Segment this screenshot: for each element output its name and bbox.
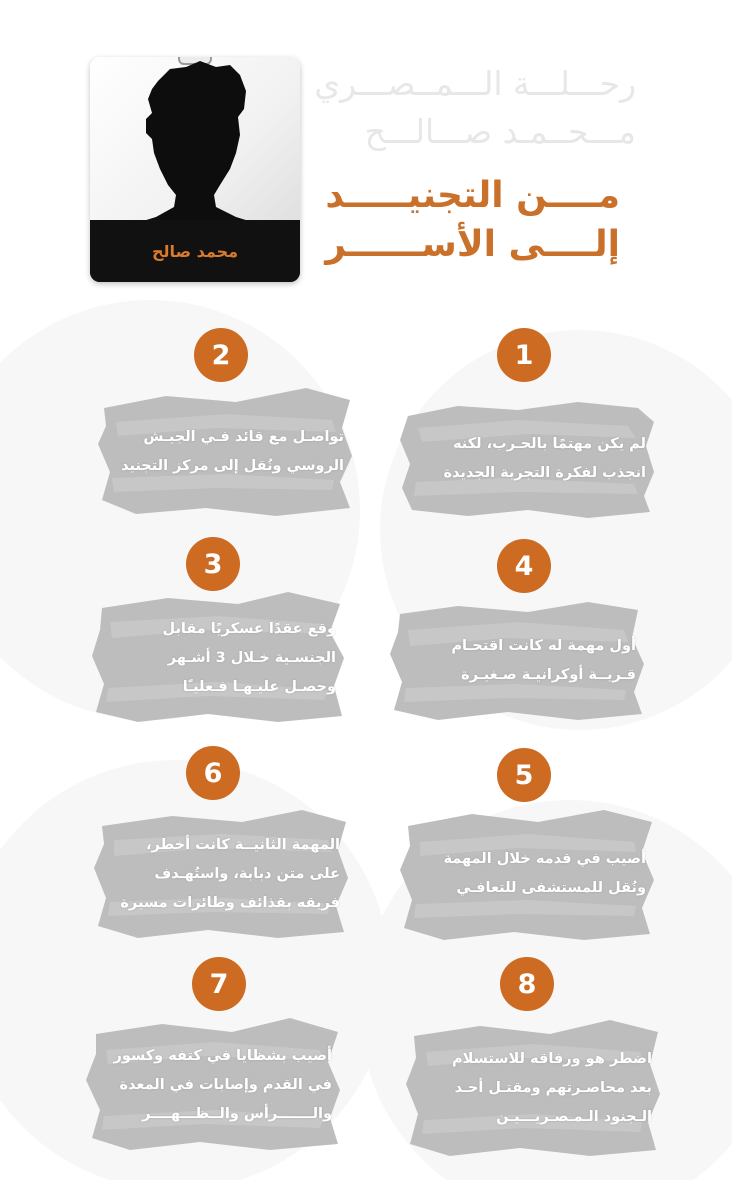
title-line-1: رحـــلـــة الـــمــصـــري	[314, 64, 636, 103]
step-line: تواصـل مع قائد فـي الجيـش	[143, 429, 344, 445]
step-number-1: 1	[497, 328, 551, 382]
step-number-4: 4	[497, 539, 551, 593]
portrait-card	[90, 57, 300, 282]
step-line: في القدم وإصابات في المعدة	[119, 1076, 332, 1093]
step-line: وحصـل عليـهـا فـعليـًا	[182, 678, 336, 695]
step-card-3	[88, 592, 346, 724]
step-number-6: 6	[186, 746, 240, 800]
step-line: قـريــة أوكرانيـة صـغيـرة	[461, 667, 636, 683]
step-text-1	[410, 398, 646, 520]
step-line: انجذب لفكرة التجربة الجديدة	[443, 465, 646, 481]
step-line: أصيب في قدمه خلال المهمة	[443, 851, 646, 867]
step-card-8	[404, 1018, 662, 1158]
step-line: فريقه بقذائف وطائرات مسيرة	[120, 894, 340, 911]
step-line: أول مهمة له كانت اقتحـام	[451, 638, 636, 654]
step-line: الجنسـية خـلال 3 أشـهر	[167, 649, 336, 666]
step-card-6	[92, 808, 350, 940]
step-card-1	[398, 398, 656, 520]
step-number-8: 8	[500, 957, 554, 1011]
step-text-8	[416, 1018, 652, 1158]
step-line: على متن دبابة، واستُهـدف	[154, 865, 340, 882]
step-number-5: 5	[497, 748, 551, 802]
step-text-7	[96, 1018, 332, 1152]
step-line: الروسي ونُقل إلى مركز التجنيد	[121, 458, 344, 474]
step-number-3: 3	[186, 537, 240, 591]
step-line: أصيب بشظايا في كتفه وكسور	[113, 1047, 332, 1064]
step-card-4	[388, 600, 646, 722]
step-text-6	[104, 808, 340, 940]
step-line: وقع عقدًا عسكريًا مقابل	[162, 620, 336, 637]
step-text-5	[410, 806, 646, 942]
step-card-2	[96, 386, 354, 518]
step-line: لم يكن مهتمًا بالحـرب، لكنه	[453, 436, 646, 452]
title-line-2: مـــحــمـد صـــالـــح	[364, 112, 636, 151]
step-line: ونُقل للمستشفى للتعافـي	[456, 880, 646, 896]
portrait-name: محمد صالح	[152, 241, 238, 261]
step-line: الـجنود الـمـصـريـــيـن	[496, 1108, 652, 1125]
step-line: بعد محاصـرتهم ومقتـل أحـد	[454, 1079, 652, 1096]
title-line-3: مــــن التجنيـــــد	[325, 175, 620, 216]
step-text-2	[108, 386, 344, 518]
step-card-7	[84, 1018, 342, 1152]
step-line: اضطر هو ورفاقه للاستسلام	[451, 1050, 652, 1067]
step-number-2: 2	[194, 328, 248, 382]
step-line: المهمة الثانيــة كانت أخطر،	[146, 836, 340, 853]
step-card-5	[398, 806, 656, 942]
step-line: والـــــــرأس والــظـــهــــر	[142, 1105, 332, 1122]
title-line-4: إلــــى الأســــــر	[325, 224, 620, 265]
step-text-3	[100, 592, 336, 724]
step-text-4	[400, 600, 636, 722]
step-number-7: 7	[192, 957, 246, 1011]
name-banner	[90, 220, 300, 282]
